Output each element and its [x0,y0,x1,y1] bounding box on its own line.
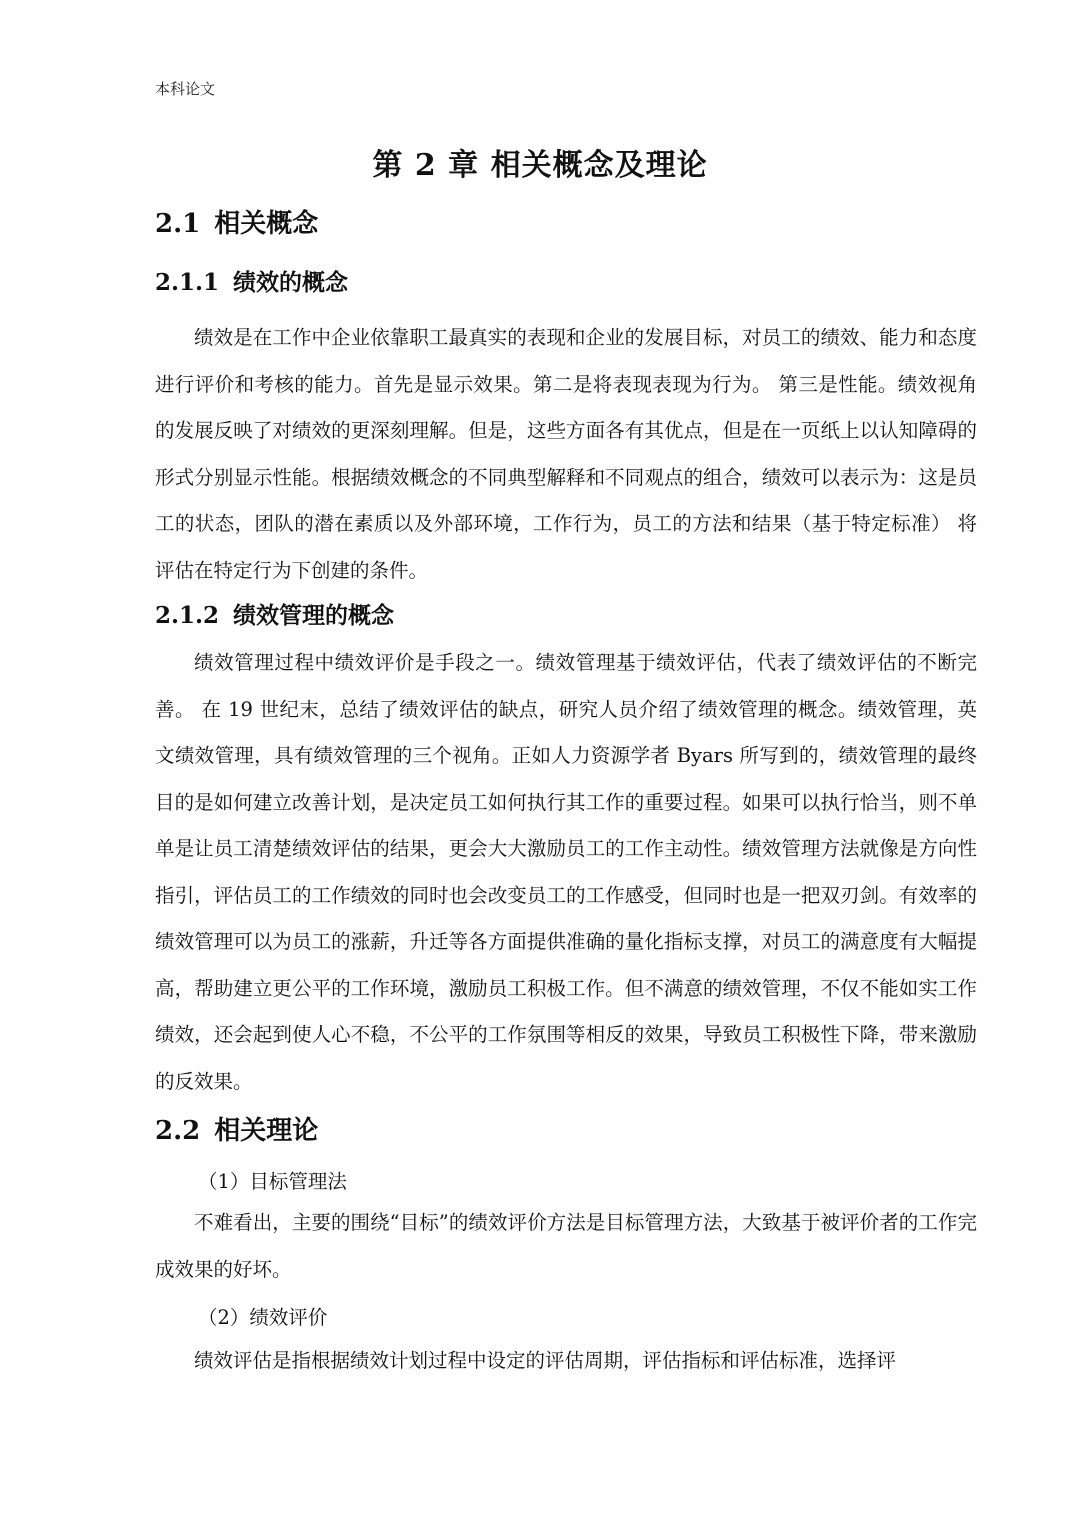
section-heading-2-1 [155,203,318,240]
section-title: 相关理论 [214,1116,319,1146]
section-number: 2.1.1 [155,269,220,296]
section-number: 2.2 [155,1116,201,1146]
section-title: 绩效管理的概念 [233,602,395,629]
running-header: 本科论文 [155,80,216,98]
subsection-heading-2-1-2 [155,597,394,630]
section-title: 绩效的概念 [233,269,349,296]
section-heading-2-2 [155,1110,318,1147]
paragraph-performance-management: 绩效管理过程中绩效评价是手段之一。绩效管理基于绩效评估，代表了绩效评估的不断完善。 在 19 世纪末，总结了绩效评估的缺点，研究人员介绍了绩效管理的概念。绩效管理，英文绩效管理，具有绩效管理的三个视角。正如人力资源学者 Byars 所写到的，绩效管理的最终目的是如何建立改善计划，是决定员工如何执行其工作的重要过程。如果可以执行恰当，则不单单是让员工清楚绩效评估的结果，更会大大激励员工的工作主动性。绩效管理方法就像是方向性指引，评估员工的工作绩效的同时也会改变员工的工作感受，但同时也是一把双刃剑。有效率的绩效管理可以为员工的涨薪，升迁等各方面提供准确的量化指标支撑，对员工的满意度有大幅提高，帮助建立更公平的工作环境，激励员工积极工作。但不满意的绩效管理，不仅不能如实工作绩效，还会起到使人心不稳，不公平的工作氛围等相反的效果，导致员工积极性下降，带来激励的反效果。 [155,651,977,1093]
section-number: 2.1.2 [155,602,220,629]
section-number: 2.1 [155,209,201,239]
subsection-heading-2-1-1 [155,264,348,297]
chapter-title: 第 2 章 相关概念及理论 [372,148,708,183]
paragraph-objective-management: 不难看出，主要的围绕“目标”的绩效评价方法是目标管理方法，大致基于被评价者的工作完成效果的好坏。 [155,1211,977,1281]
list-item-performance-evaluation: （2）绩效评价 [198,1306,328,1329]
list-item-objective-management: （1）目标管理法 [198,1170,347,1193]
paragraph-performance-concept: 绩效是在工作中企业依靠职工最真实的表现和企业的发展目标，对员工的绩效、能力和态度进行评价和考核的能力。首先是显示效果。第二是将表现表现为行为。 第三是性能。绩效视角的发展反映了对绩效的更深刻理解。但是，这些方面各有其优点，但是在一页纸上以认知障碍的形式分别显示性能。根据绩效概念的不同典型解释和不同观点的组合，绩效可以表示为：这是员工的状态，团队的潜在素质以及外部环境，工作行为，员工的方法和结果（基于特定标准） 将评估在特定行为下创建的条件。 [155,326,977,582]
paragraph-performance-evaluation: 绩效评估是指根据绩效计划过程中设定的评估周期，评估指标和评估标准，选择评 [194,1349,897,1372]
section-title: 相关概念 [214,209,319,239]
